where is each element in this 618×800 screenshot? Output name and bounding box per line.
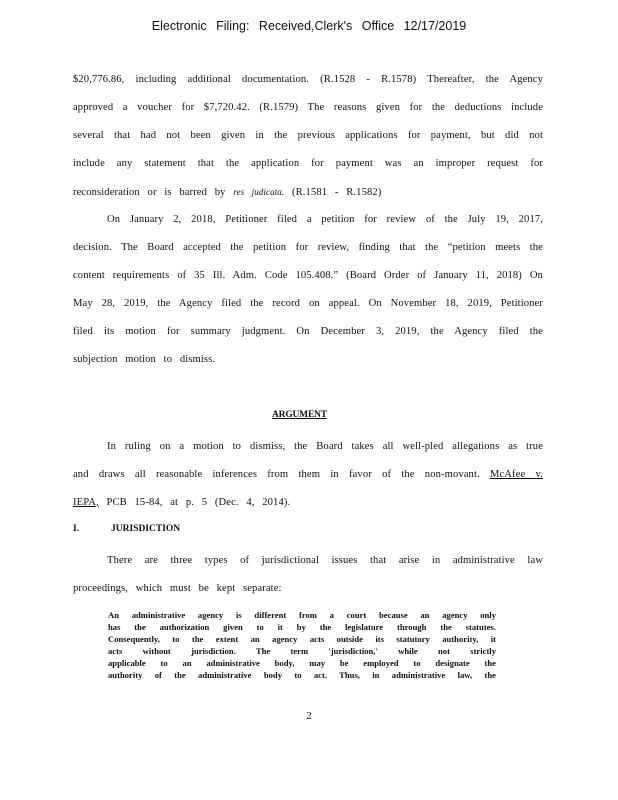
paragraph-voucher-text: $20,776.86, including additional documentation. (R.1528 - R.1578) Thereafter, the Agency approved a voucher for $7,720.42. (R.1579) The reasons given for the deductions include several that had not been given in the previous applications for payment, but did not include any statement that the application for payment was an improper request for reconsideration or is barred by <box>73 74 543 198</box>
quote-line: An administrative agency is different from a court because an agency only <box>108 610 496 620</box>
paragraph-jurisdiction-intro <box>73 547 543 603</box>
case-citation: McAfee v. IEPA, <box>73 469 543 508</box>
section-heading <box>73 524 180 534</box>
argument-heading <box>272 410 355 420</box>
quote-line: acts without jurisdiction. The term 'jurisdiction,' while not strictly <box>108 646 496 656</box>
quote-line: Consequently, to the extent an agency acts outside its statutory authority, it <box>108 634 496 644</box>
electronic-filing-header: Electronic Filing: Received,Clerk's Office 12/17/2019 <box>151 19 467 33</box>
paragraph-motion-standard-text: In ruling on a motion to dismiss, the Board takes all well-pled allegations as true and draws all reasonable inferences from them in favor of the non-movant. <box>73 441 543 480</box>
page-number: 2 <box>306 710 312 722</box>
section-number: I. <box>73 524 80 534</box>
block-quote <box>108 609 496 681</box>
section-title: JURISDICTION <box>111 524 181 534</box>
quote-line: applicable to an administrative body, may be employed to designate the <box>108 658 496 668</box>
paragraph-motion-standard-cite: PCB 15-84, at p. 5 (Dec. 4, 2014). <box>98 497 291 508</box>
quote-line: has the authorization given to it by the legislature through the statutes. <box>108 622 496 632</box>
paragraph-jurisdiction-intro-text: There are three types of jurisdictional issues that arise in administrative law proceedings, which must be kept separate: <box>73 555 543 594</box>
paragraph-voucher-citation: (R.1581 - R.1582) <box>284 187 382 198</box>
paragraph-voucher <box>73 66 543 207</box>
res-judicata-text: res judicata. <box>233 187 285 197</box>
paragraph-motion-standard <box>73 433 543 517</box>
paragraph-procedural-history <box>73 206 543 374</box>
quote-line: authority of the administrative body to act. Thus, in administrative law, the <box>108 670 496 680</box>
argument-heading-text: ARGUMENT <box>272 410 327 420</box>
paragraph-procedural-history-text: On January 2, 2018, Petitioner filed a petition for review of the July 19, 2017, decision. The Board accepted the petition for review, finding that the “petition meets the content requirements of 35 Ill. Adm. Code 105.408.” (Board Order of January 11, 2018) On May 28, 2019, the Agency filed the record on appeal. On November 18, 2019, Petitioner filed its motion for summary judgment. On December 3, 2019, the Agency filed the subjection motion to dismiss. <box>73 214 543 365</box>
